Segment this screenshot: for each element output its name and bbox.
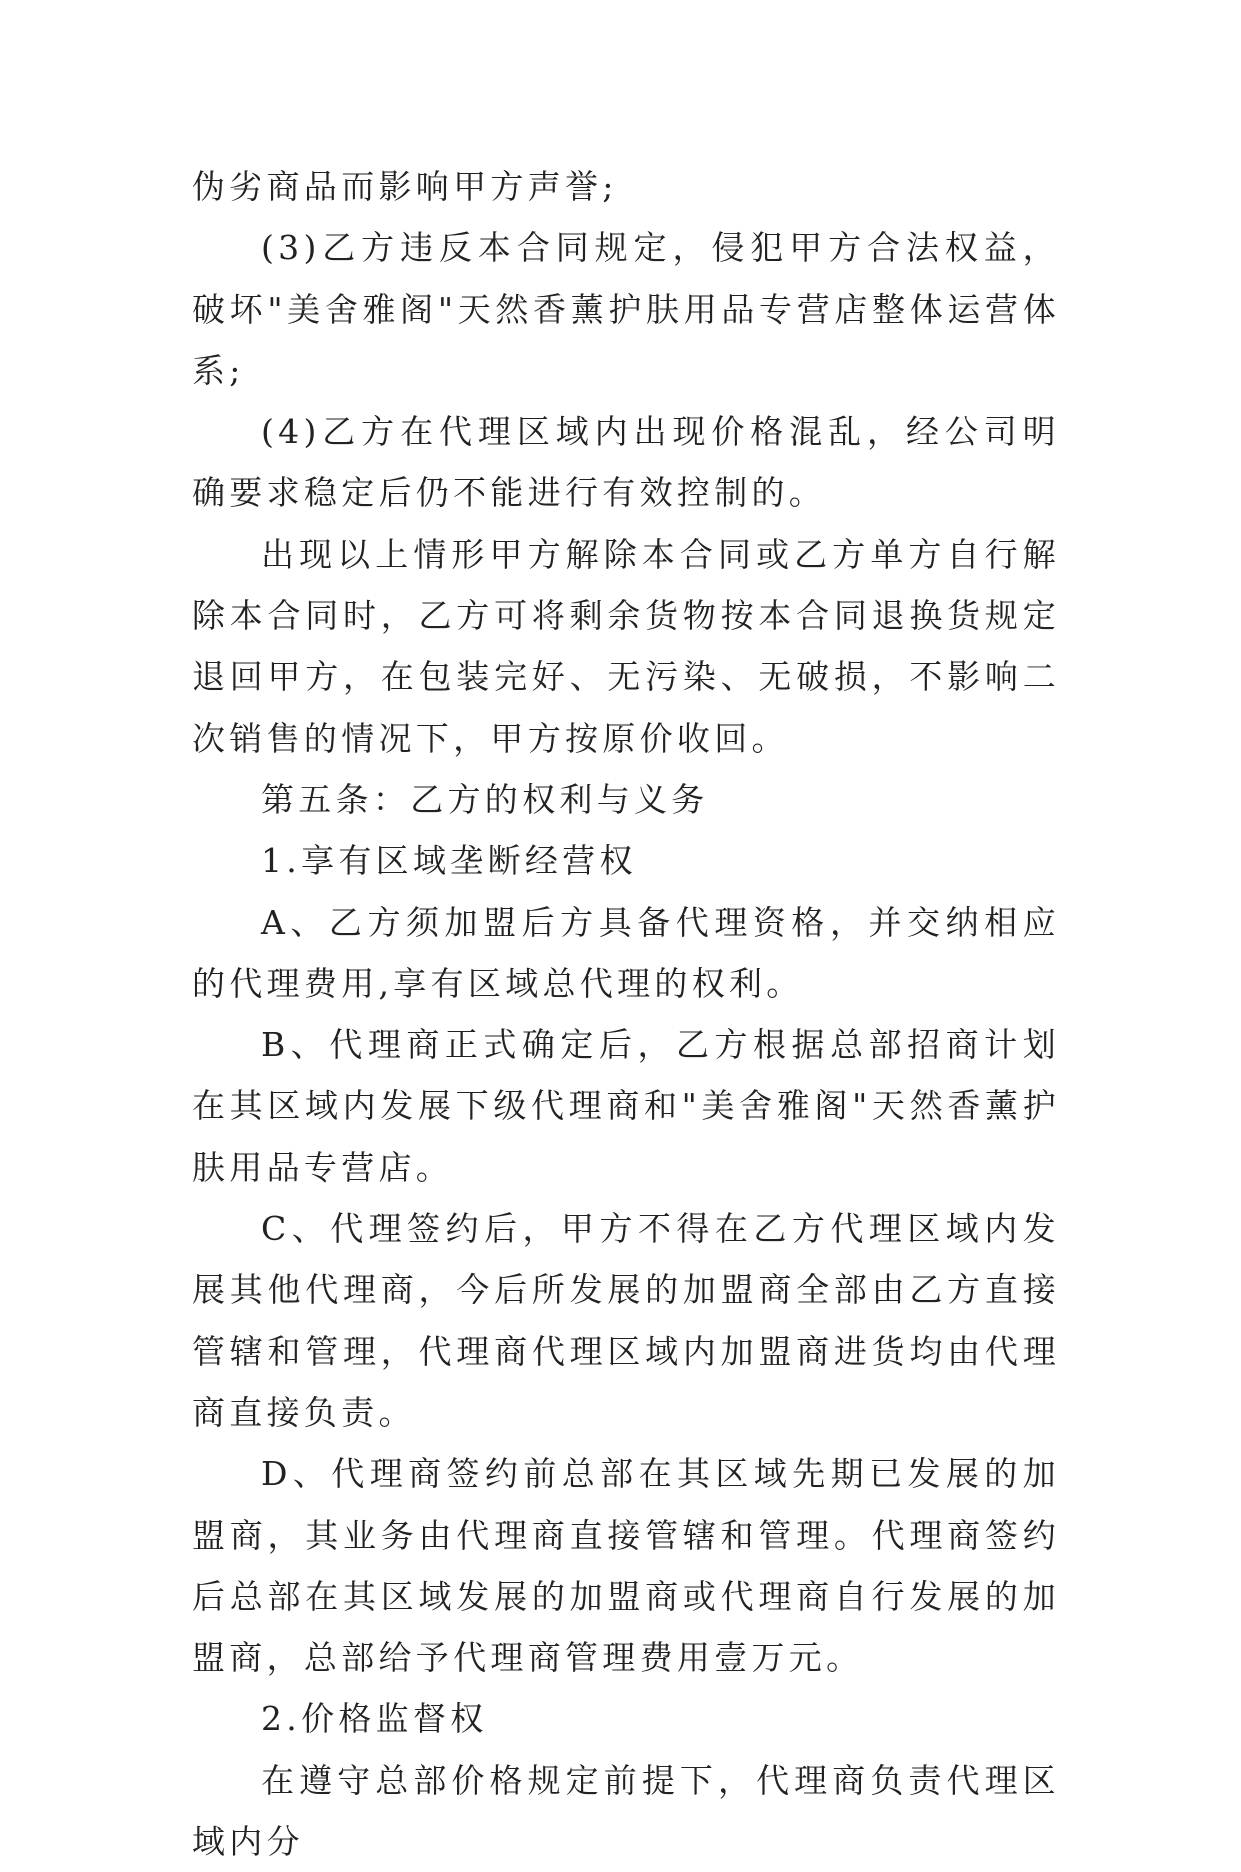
document-body [192,156,1060,1872]
paragraph-item-c: C、代理签约后，甲方不得在乙方代理区域内发展其他代理商，今后所发展的加盟商全部由乙方直接管辖和管理，代理商代理区域内加盟商进货均由代理商直接负责。 [192,1209,1060,1432]
paragraph-item-b: B、代理商正式确定后，乙方根据总部招商计划在其区域内发展下级代理商和"美舍雅阁"天然香薰护肤用品专营店。 [192,1025,1060,1187]
paragraph-clause-continuation: 伪劣商品而影响甲方声誉; [192,167,618,206]
paragraph-item-d: D、代理商签约前总部在其区域先期已发展的加盟商，其业务由代理商直接管辖和管理。代理商签约后总部在其区域发展的加盟商或代理商自行发展的加盟商，总部给予代理商管理费用壹万元。 [192,1454,1060,1678]
paragraph-item-4: (4)乙方在代理区域内出现价格混乱，经公司明确要求稳定后仍不能进行有效控制的。 [192,412,1060,513]
section-2-heading: 2.价格监督权 [261,1699,488,1739]
article-5-heading: 第五条：乙方的权利与义务 [261,779,709,819]
paragraph-item-a: A、乙方须加盟后方具备代理资格，并交纳相应的代理费用,享有区域总代理的权利。 [192,902,1060,1003]
paragraph-item-3: (3)乙方违反本合同规定，侵犯甲方合法权益，破坏"美舍雅阁"天然香薰护肤用品专营店整体运营体系; [192,228,1060,390]
paragraph-price-supervision: 在遵守总部价格规定前提下，代理商负责代理区域内分 [192,1760,1060,1862]
paragraph-termination-return: 出现以上情形甲方解除本合同或乙方单方自行解除本合同时，乙方可将剩余货物按本合同退换货规定退回甲方，在包装完好、无污染、无破损，不影响二次销售的情况下，甲方按原价收回。 [192,534,1060,758]
section-1-heading: 1.享有区域垄断经营权 [261,841,637,881]
